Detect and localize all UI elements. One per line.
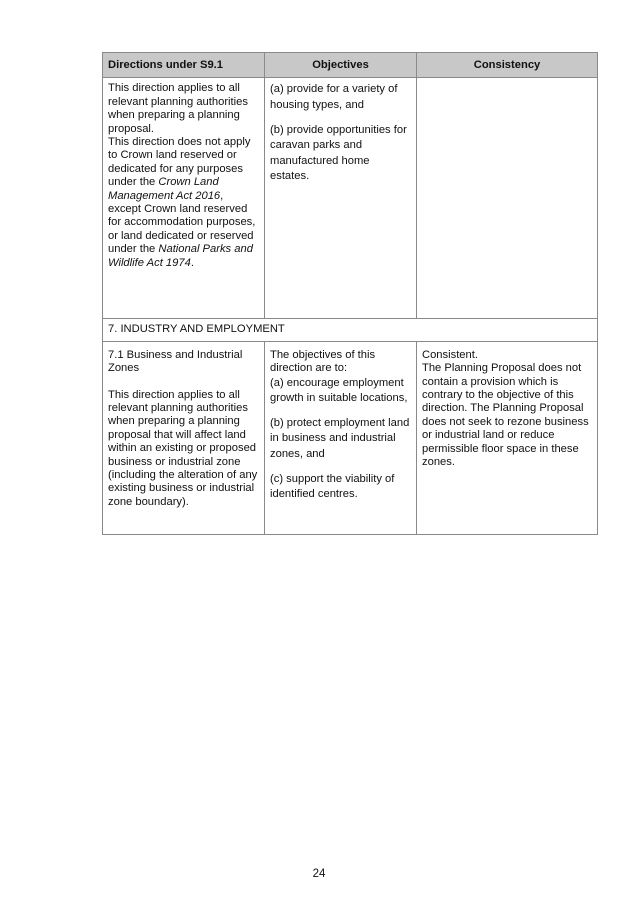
- header-objectives: Objectives: [265, 53, 417, 78]
- objective-a-text: (a) encourage employment growth in suitable locations,: [270, 376, 408, 405]
- objectives-cell: [265, 78, 417, 319]
- act-name-national-parks: National Parks and Wildlife Act 1974: [108, 243, 253, 269]
- objectives-intro: The objectives of this direction are to:: [270, 348, 376, 375]
- header-consistency: Consistency: [417, 53, 598, 78]
- objective-a-text: (a) provide for a variety of housing types, and: [270, 83, 398, 111]
- section-heading-row: [103, 319, 598, 341]
- consistency-cell: [417, 78, 598, 319]
- page-number: 24: [312, 868, 326, 880]
- act-name-crown-land: Crown Land Management Act 2016: [108, 176, 221, 202]
- objectives-cell: [265, 341, 417, 534]
- table-row: [103, 78, 598, 319]
- table-row: [103, 341, 598, 534]
- direction-title: 7.1 Business and Industrial Zones: [108, 348, 243, 375]
- objective-b-text: (b) protect employment land in business and industrial zones, and: [270, 416, 410, 460]
- direction-cell: [103, 341, 265, 534]
- objective-b-text: (b) provide opportunities for caravan parks and manufactured home estates.: [270, 123, 407, 183]
- objective-c-text: (c) support the viability of identified centres.: [270, 472, 395, 501]
- consistency-body: The Planning Proposal does not contain a provision which is contrary to the objective of this direction. The Planning Proposal does not seek to rezone business or industrial land or reduce permissible floor space in these zones.: [422, 362, 589, 469]
- header-directions: Directions under S9.1: [103, 53, 265, 78]
- directions-table: [102, 52, 598, 535]
- table-header-row: [103, 53, 598, 78]
- consistency-cell: [417, 341, 598, 534]
- direction-body-text: This direction applies to all relevant planning authorities when preparing a planning proposal that will affect land within an existing or proposed business or industrial zone (including the alteration of any existing business or industrial zone boundary).: [108, 388, 258, 508]
- direction-exclusion-text: This direction does not apply to Crown land reserved or dedicated for any purposes under the Crown Land Management Act 2016, except Crown land reserved for accommodation purposes, or land dedicated or reserved under the National Parks and Wildlife Act 1974.: [108, 136, 256, 269]
- direction-application-text: This direction applies to all relevant planning authorities when preparing a planning proposal.: [108, 82, 248, 135]
- section-heading: 7. INDUSTRY AND EMPLOYMENT: [103, 319, 598, 341]
- direction-cell: [103, 78, 265, 319]
- consistency-title: Consistent.: [422, 348, 478, 361]
